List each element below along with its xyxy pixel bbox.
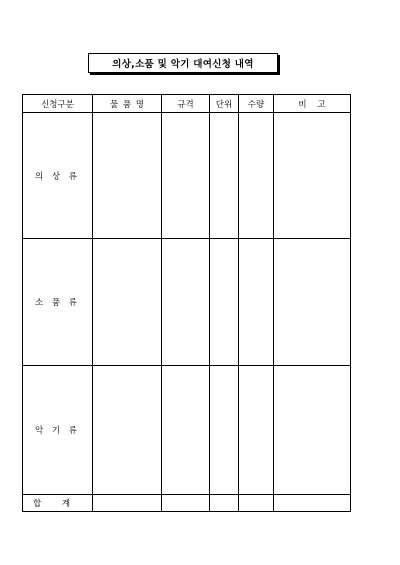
header-remarks: 비 고 — [274, 95, 351, 113]
remarks-cell[interactable] — [274, 239, 351, 366]
remarks-cell[interactable] — [274, 366, 351, 495]
form-title: 의상,소품 및 악기 대여신청 내역 — [88, 53, 278, 73]
total-item-name-cell[interactable] — [93, 495, 162, 512]
header-category: 신청구분 — [23, 95, 93, 113]
header-row — [23, 95, 351, 113]
header-quantity: 수량 — [239, 95, 274, 113]
table-row-costume — [23, 113, 351, 239]
category-instruments: 악 기 류 — [23, 366, 93, 495]
table-row-props — [23, 239, 351, 366]
item-name-cell[interactable] — [93, 113, 162, 239]
item-name-cell[interactable] — [93, 239, 162, 366]
unit-cell[interactable] — [210, 366, 239, 495]
unit-cell[interactable] — [210, 239, 239, 366]
header-item-name: 물 품 명 — [93, 95, 162, 113]
spec-cell[interactable] — [162, 366, 210, 495]
rental-request-table — [22, 94, 351, 512]
category-costume: 의 상 류 — [23, 113, 93, 239]
table-row-instruments — [23, 366, 351, 495]
spec-cell[interactable] — [162, 113, 210, 239]
table-row-total — [23, 495, 351, 512]
header-spec: 규격 — [162, 95, 210, 113]
item-name-cell[interactable] — [93, 366, 162, 495]
quantity-cell[interactable] — [239, 366, 274, 495]
total-quantity-cell[interactable] — [239, 495, 274, 512]
spec-cell[interactable] — [162, 239, 210, 366]
remarks-cell[interactable] — [274, 113, 351, 239]
total-label: 합 계 — [23, 495, 93, 512]
total-remarks-cell[interactable] — [274, 495, 351, 512]
unit-cell[interactable] — [210, 113, 239, 239]
quantity-cell[interactable] — [239, 113, 274, 239]
total-spec-cell[interactable] — [162, 495, 210, 512]
header-unit: 단위 — [210, 95, 239, 113]
total-unit-cell[interactable] — [210, 495, 239, 512]
category-props: 소 품 류 — [23, 239, 93, 366]
quantity-cell[interactable] — [239, 239, 274, 366]
